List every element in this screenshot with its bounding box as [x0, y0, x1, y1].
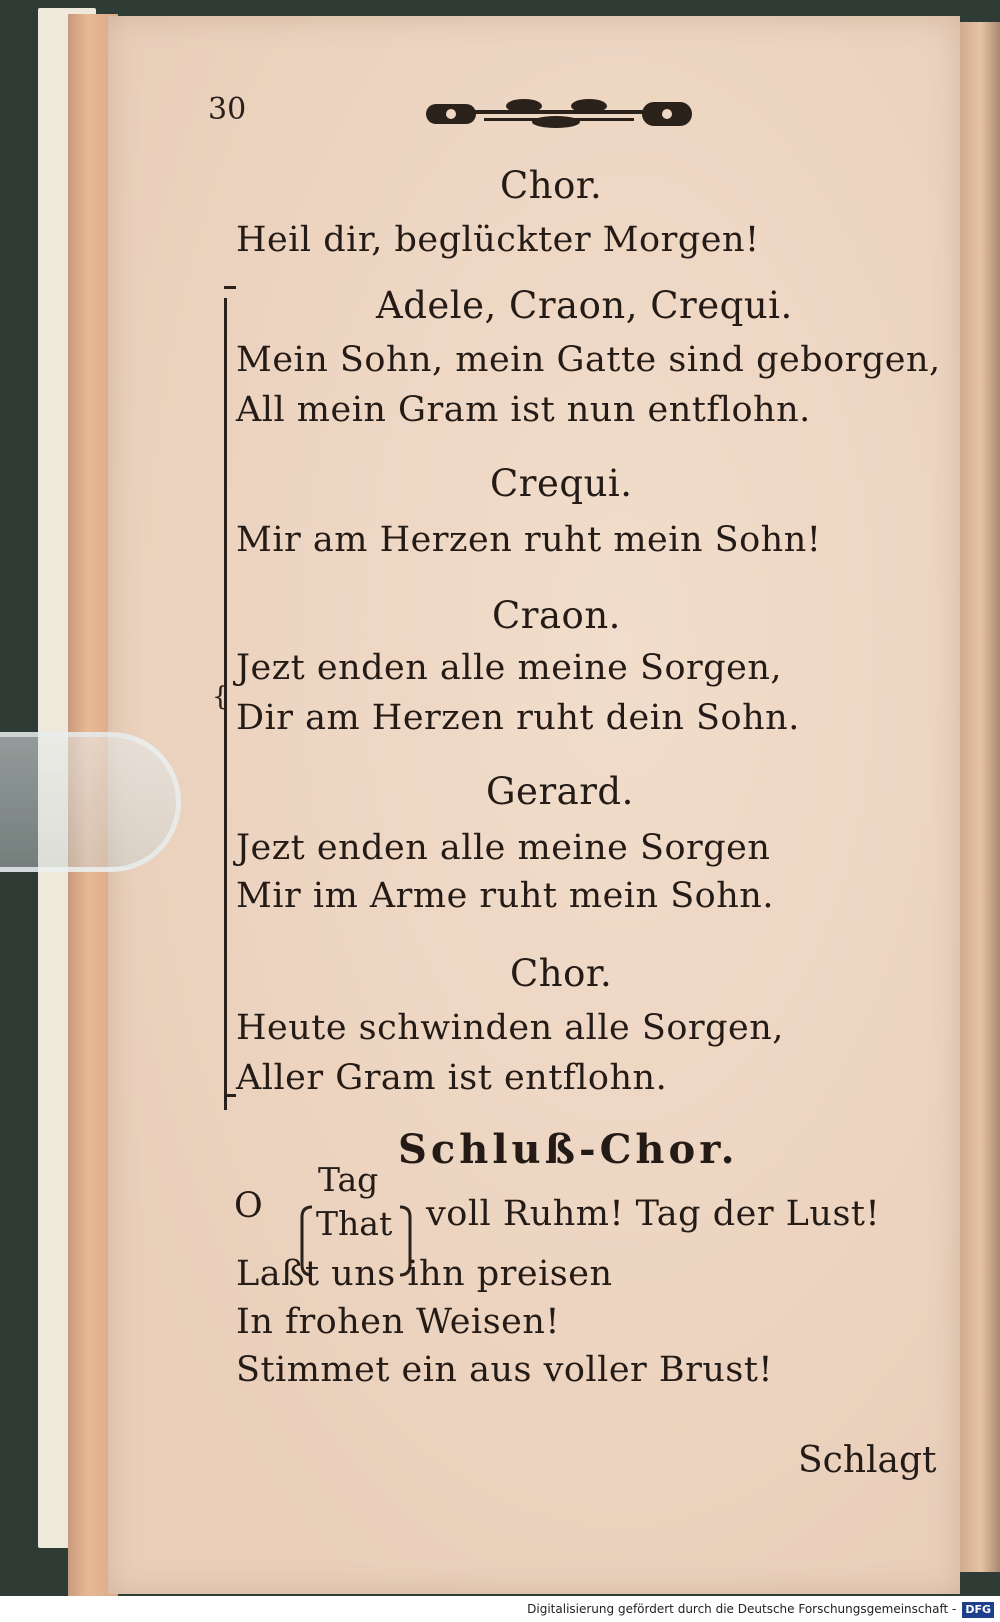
speaker-name: Chor.: [500, 164, 603, 207]
alternative-top: Tag: [318, 1160, 379, 1199]
speaker-name: Crequi.: [490, 462, 633, 505]
verse-line: Aller Gram ist entflohn.: [236, 1058, 668, 1098]
alternative-bottom: That: [316, 1204, 393, 1243]
verse-line: Jezt enden alle meine Sorgen,: [236, 648, 783, 688]
ornament-icon: [424, 92, 694, 134]
closing-heading: Schluß-Chor.: [398, 1126, 739, 1173]
speaker-name: Gerard.: [486, 770, 634, 813]
closing-line: In frohen Weisen!: [236, 1302, 560, 1342]
verse-line: Mein Sohn, mein Gatte sind geborgen,: [236, 340, 941, 380]
speaker-name: Chor.: [510, 952, 613, 995]
page-number: 30: [208, 92, 247, 127]
catchword: Schlagt: [798, 1440, 937, 1481]
bracket-bottom: [224, 1094, 236, 1097]
verse-line: Mir im Arme ruht mein Sohn.: [236, 876, 774, 916]
footer-bar: [0, 1596, 1000, 1622]
verse-line: All mein Gram ist nun entflohn.: [236, 390, 811, 430]
brace-mark: {: [212, 682, 229, 712]
dfg-logo: DFG: [962, 1602, 994, 1618]
speaker-name: Craon.: [492, 594, 621, 637]
closing-line-rest: voll Ruhm! Tag der Lust!: [426, 1194, 881, 1234]
page-clip: [0, 732, 181, 872]
verse-line: Dir am Herzen ruht dein Sohn.: [236, 698, 800, 738]
verse-line: Jezt enden alle meine Sorgen: [236, 828, 771, 868]
closing-line: Laßt uns ihn preisen: [236, 1254, 613, 1294]
verse-line: Heil dir, beglückter Morgen!: [236, 220, 760, 260]
verse-line: Mir am Herzen ruht mein Sohn!: [236, 520, 822, 560]
speaker-name: Adele, Craon, Crequi.: [376, 284, 793, 327]
closing-prefix: O: [234, 1186, 264, 1226]
bracket-top: [224, 286, 236, 289]
closing-line: Stimmet ein aus voller Brust!: [236, 1350, 773, 1390]
footer-text: Digitalisierung gefördert durch die Deutsche Forschungsgemeinschaft -: [527, 1602, 957, 1616]
verse-line: Heute schwinden alle Sorgen,: [236, 1008, 784, 1048]
